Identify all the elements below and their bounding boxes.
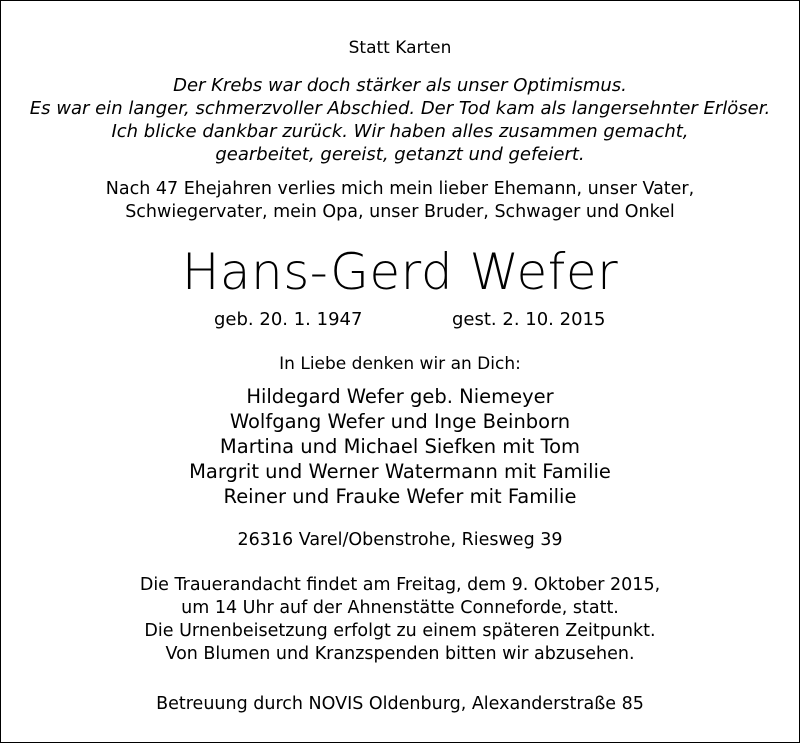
service-line: um 14 Uhr auf der Ahnenstätte Conneforde, statt. (181, 598, 619, 618)
service-line: Die Urnenbeisetzung erfolgt zu einem späteren Zeitpunkt. (144, 621, 656, 641)
service-line: Von Blumen und Kranzspenden bitten wir abzusehen. (165, 644, 635, 664)
intro-block (1, 178, 799, 224)
mourner-entry: Martina und Michael Siefken mit Tom (219, 435, 581, 458)
death-date: gest. 2. 10. 2015 (452, 309, 606, 330)
mourner-entry: Hildegard Wefer geb. Niemeyer (246, 385, 554, 408)
quote-line: Der Krebs war doch stärker als unser Optimismus. (173, 75, 627, 96)
service-line: Die Trauerandacht findet am Freitag, dem 9. Oktober 2015, (139, 575, 661, 595)
deceased-name: Hans-Gerd Wefer (181, 243, 619, 301)
birth-date: geb. 20. 1. 1947 (214, 309, 363, 330)
quote-line: Es war ein langer, schmerzvoller Abschied. Der Tod kam als langersehnter Erlöser. (29, 98, 771, 119)
mourner-entry: Margrit und Werner Watermann mit Familie (189, 460, 611, 483)
intro-line: Nach 47 Ehejahren verlies mich mein lieber Ehemann, unser Vater, (105, 179, 695, 199)
intro-line: Schwiegervater, mein Opa, unser Bruder, Schwager und Onkel (125, 202, 675, 222)
mourners-list (1, 384, 799, 509)
service-block (1, 574, 799, 666)
header-text: Statt Karten (348, 38, 452, 58)
mourner-entry: Wolfgang Wefer und Inge Beinborn (229, 410, 571, 433)
mourner-entry: Reiner und Frauke Wefer mit Familie (223, 485, 577, 508)
address-text: 26316 Varel/Obenstrohe, Riesweg 39 (237, 530, 563, 550)
mourners-heading: In Liebe denken wir an Dich: (279, 354, 521, 374)
funeral-home-text: Betreuung durch NOVIS Oldenburg, Alexanderstraße 85 (156, 694, 644, 714)
quote-line: Ich blicke dankbar zurück. Wir haben alles zusammen gemacht, (111, 121, 689, 142)
quote-block (1, 74, 799, 166)
quote-line: gearbeitet, gereist, getanzt und gefeiert. (215, 144, 585, 165)
